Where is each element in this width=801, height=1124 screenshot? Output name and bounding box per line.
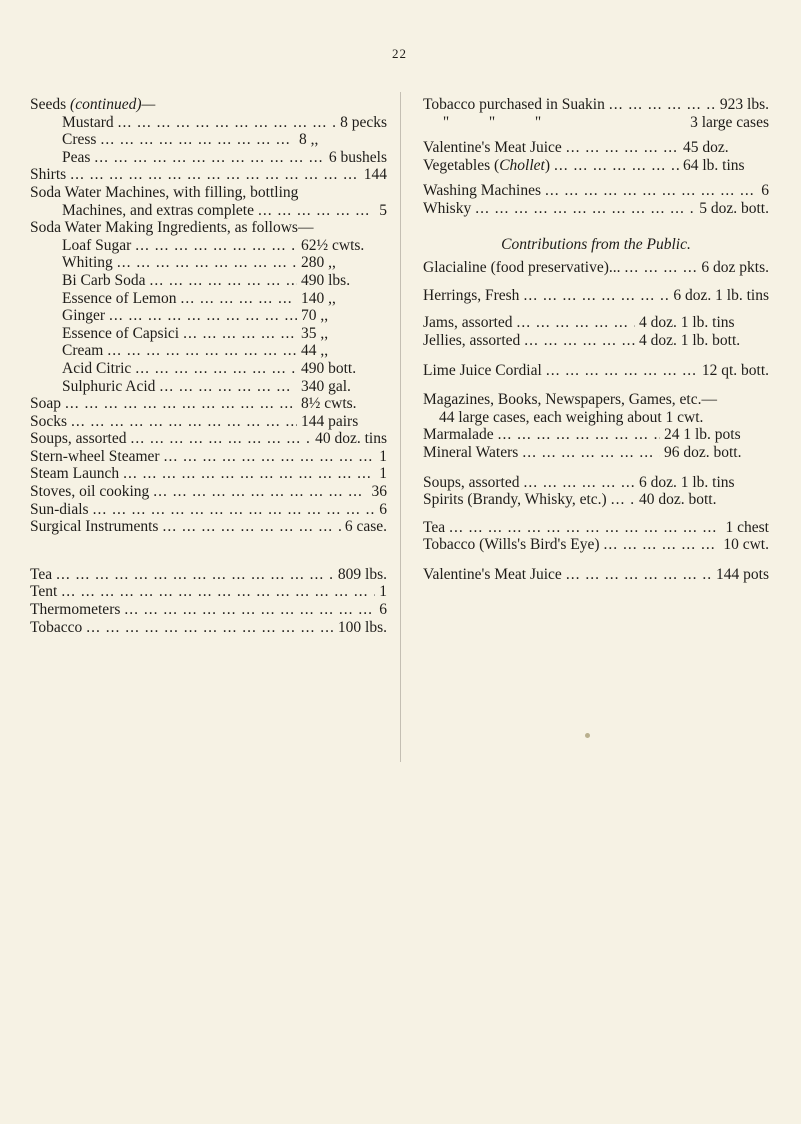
list-item: Tobacco (Wills's Bird's Eye) ... . 10 cwt. bbox=[423, 536, 769, 554]
list-item: Magazines, Books, Newspapers, Games, etc.— 44 large cases, each weighing about 1 cwt. bbox=[423, 391, 717, 426]
list-item: Sulphuric Acid ... . 340 gal. bbox=[30, 378, 387, 396]
list-item: Tent ... . 1 bbox=[30, 583, 387, 601]
list-item: Jellies, assorted ... . 4 doz. 1 lb. bott. bbox=[423, 332, 769, 350]
list-item: Valentine's Meat Juice ... . 45 doz. bbox=[423, 139, 769, 157]
paper-blemish bbox=[585, 733, 590, 738]
list-item: Whiting ... . 280 ,, bbox=[30, 254, 387, 272]
ingredients-heading: Soda Water Making Ingredients, as follows— bbox=[30, 219, 314, 237]
list-item: Tobacco ... . 100 lbs. bbox=[30, 619, 387, 637]
list-item: Tobacco purchased in Suakin ... . 923 lbs. bbox=[423, 96, 769, 114]
list-item: Bi Carb Soda ... . 490 lbs. bbox=[30, 272, 387, 290]
list-item: Soups, assorted ... . 40 doz. tins bbox=[30, 430, 387, 448]
list-item: Acid Citric ... . 490 bott. bbox=[30, 360, 387, 378]
ditto-mark: " bbox=[488, 113, 496, 131]
list-item: Loaf Sugar ... . 62½ cwts. bbox=[30, 237, 387, 255]
page-number: 22 bbox=[392, 46, 407, 61]
section-title: Contributions from the Public. bbox=[501, 235, 691, 253]
seeds-heading bbox=[30, 96, 387, 114]
list-item: Stern-wheel Steamer ... . 1 bbox=[30, 448, 387, 466]
list-item: Glacialine (food preservative)... ... . 6 doz pkts. bbox=[423, 259, 769, 277]
list-item: Essence of Lemon ... . 140 ,, bbox=[30, 290, 387, 308]
list-item: Mustard ... . 8 pecks bbox=[30, 114, 387, 132]
list-item: Valentine's Meat Juice ... . 144 pots bbox=[423, 566, 769, 584]
list-item: Cream ... . 44 ,, bbox=[30, 342, 387, 360]
ditto-mark: " bbox=[442, 113, 450, 131]
left-column bbox=[30, 96, 387, 636]
list-item: Marmalade ... . 24 1 lb. pots bbox=[423, 426, 769, 444]
list-item: Tea ... . 1 chest bbox=[423, 519, 769, 537]
ditto-row: " " " 3 large cases bbox=[423, 114, 769, 132]
list-item: Soap ... . 8½ cwts. bbox=[30, 395, 387, 413]
list-item: Mineral Waters ... . 96 doz. bott. bbox=[423, 444, 769, 462]
list-item: Spirits (Brandy, Whisky, etc.) ... . 40 doz. bott. bbox=[423, 491, 769, 509]
list-item: Socks ... . 144 pairs bbox=[30, 413, 387, 431]
list-item: Ginger ... . 70 ,, bbox=[30, 307, 387, 325]
list-item: Surgical Instruments ... . 6 case. bbox=[30, 518, 387, 536]
column-divider bbox=[400, 92, 401, 762]
list-item: Whisky ... . 5 doz. bott. bbox=[423, 200, 769, 218]
list-item: Stoves, oil cooking ... . 36 bbox=[30, 483, 387, 501]
list-item: Thermometers ... . 6 bbox=[30, 601, 387, 619]
seeds-heading-continued: (continued)— bbox=[70, 96, 156, 113]
list-item: Lime Juice Cordial ... . 12 qt. bott. bbox=[423, 362, 769, 380]
ditto-mark: " bbox=[534, 113, 542, 131]
list-item: Jams, assorted ... . 4 doz. 1 lb. tins bbox=[423, 314, 769, 332]
list-item: Soda Water Machines, with filling, bottling Machines, and extras complete ... . 5 bbox=[30, 184, 387, 219]
list-item: Washing Machines ... . 6 bbox=[423, 182, 769, 200]
list-item: Essence of Capsici ... . 35 ,, bbox=[30, 325, 387, 343]
list-item: Soups, assorted ... . 6 doz. 1 lb. tins bbox=[423, 474, 769, 492]
right-column bbox=[423, 96, 769, 583]
list-item: Shirts ... . 144 bbox=[30, 166, 387, 184]
list-item: Vegetables (Chollet) ... . 64 lb. tins bbox=[423, 157, 769, 175]
list-item: Peas ... . 6 bushels bbox=[30, 149, 387, 167]
seeds-heading-text: Seeds bbox=[30, 96, 71, 113]
list-item: Cress ... . 8 ,, bbox=[30, 131, 387, 149]
list-item: Steam Launch ... . 1 bbox=[30, 465, 387, 483]
list-item: Herrings, Fresh ... . 6 doz. 1 lb. tins bbox=[423, 287, 769, 305]
list-item: Sun-dials ... . 6 bbox=[30, 501, 387, 519]
list-item: Tea ... . 809 lbs. bbox=[30, 566, 387, 584]
